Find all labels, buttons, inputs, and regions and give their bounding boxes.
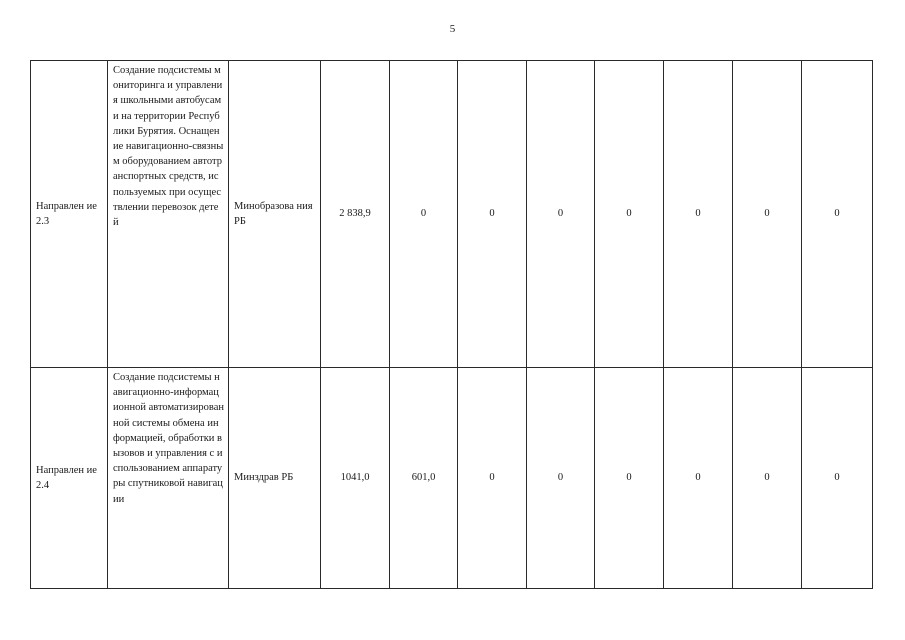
value-cell: 0	[458, 61, 527, 368]
activity-name-cell: Создание подсистемы навигационно-информационной автоматизированной системы обмена информацией, обработки вызовов и управления с использованием аппаратуры спутниковой навигации	[108, 368, 229, 589]
value-cell: 0	[527, 61, 595, 368]
activity-name-cell: Создание подсистемы мониторинга и управления школьными автобусами на территории Республики Бурятия. Оснащение навигационно-связным оборудованием автотранспортных средств, используемых при осуществлении перевозок детей	[108, 61, 229, 368]
value-cell: 2 838,9	[321, 61, 390, 368]
value-cell: 0	[390, 61, 458, 368]
direction-cell: Направлен ие 2.3	[31, 61, 108, 368]
value-cell: 0	[527, 368, 595, 589]
value-cell: 0	[733, 368, 802, 589]
value-cell: 0	[802, 61, 873, 368]
value-cell: 0	[458, 368, 527, 589]
value-cell: 0	[595, 61, 664, 368]
table-row	[31, 368, 873, 589]
value-cell: 601,0	[390, 368, 458, 589]
value-cell: 0	[664, 368, 733, 589]
value-cell: 0	[595, 368, 664, 589]
value-cell: 0	[802, 368, 873, 589]
page-number: 5	[449, 23, 456, 35]
table-row	[31, 61, 873, 368]
value-cell: 0	[664, 61, 733, 368]
direction-cell: Направлен ие 2.4	[31, 368, 108, 589]
value-cell: 0	[733, 61, 802, 368]
responsible-cell: Минздрав РБ	[229, 368, 321, 589]
budget-table	[30, 60, 873, 589]
responsible-cell: Минобразова ния РБ	[229, 61, 321, 368]
value-cell: 1041,0	[321, 368, 390, 589]
